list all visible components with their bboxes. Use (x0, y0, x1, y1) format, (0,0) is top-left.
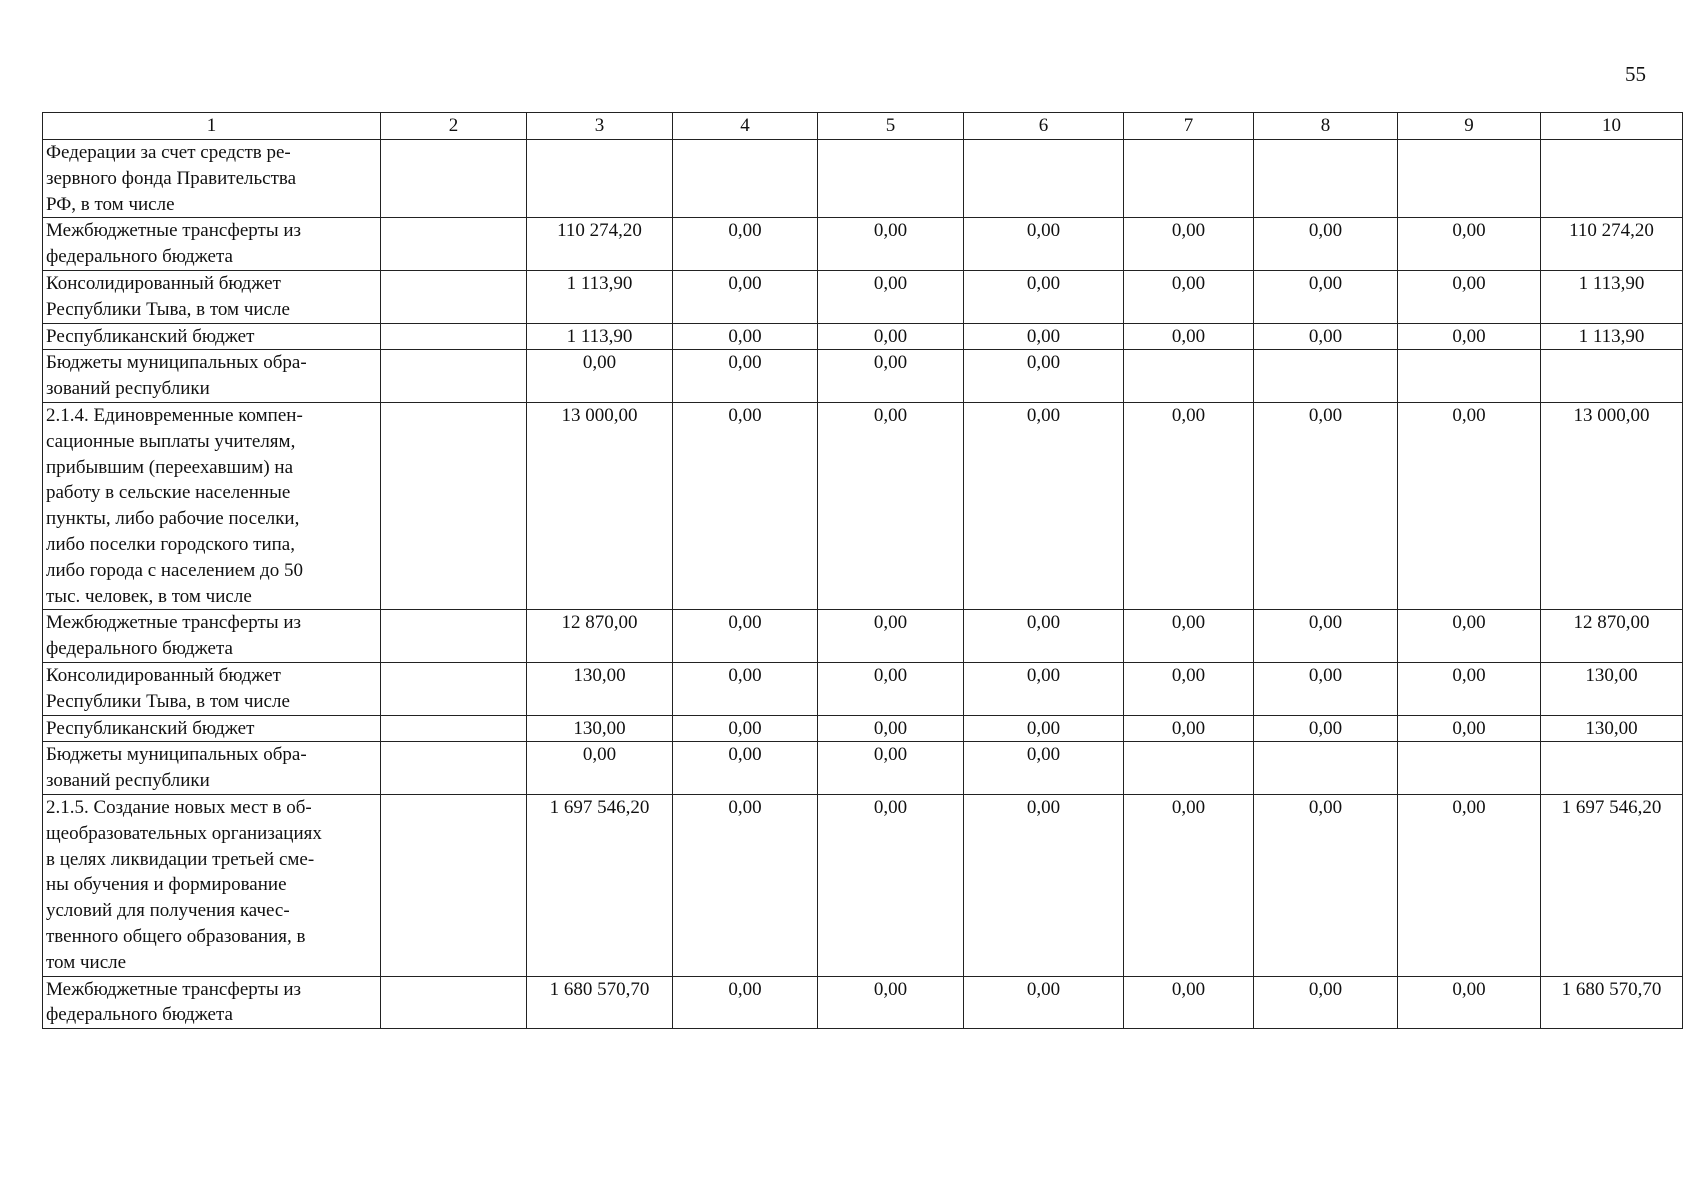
value-cell (381, 610, 527, 663)
value-cell: 1 113,90 (527, 270, 673, 323)
description-line: зований республики (46, 770, 210, 792)
column-header: 6 (964, 113, 1124, 140)
description-line: прибывшим (переехавшим) на (46, 456, 294, 478)
value-cell (1398, 350, 1541, 403)
value-cell: 1 113,90 (1541, 323, 1683, 350)
value-cell: 0,00 (964, 794, 1124, 976)
table-row (43, 270, 1683, 323)
value-cell: 0,00 (673, 742, 818, 795)
value-cell (1124, 742, 1254, 795)
value-cell (381, 742, 527, 795)
row-description (43, 715, 381, 742)
value-cell: 0,00 (818, 350, 964, 403)
value-cell: 0,00 (1124, 218, 1254, 271)
value-cell: 0,00 (1124, 402, 1254, 609)
value-cell: 130,00 (527, 662, 673, 715)
value-cell: 0,00 (964, 270, 1124, 323)
description-line: Республиканский бюджет (46, 717, 255, 739)
value-cell: 0,00 (1124, 610, 1254, 663)
table-row (43, 794, 1683, 976)
description-line: зований республики (46, 378, 210, 400)
value-cell: 0,00 (818, 218, 964, 271)
value-cell: 0,00 (1254, 323, 1398, 350)
table-row (43, 140, 1683, 218)
description-line: твенного общего образования, в (46, 925, 306, 947)
description-line: Бюджеты муниципальных обра- (46, 744, 307, 766)
value-cell (381, 794, 527, 976)
description-line: зервного фонда Правительства (46, 167, 297, 189)
table-row (43, 350, 1683, 403)
value-cell: 0,00 (818, 715, 964, 742)
column-header: 8 (1254, 113, 1398, 140)
column-header: 2 (381, 113, 527, 140)
value-cell: 0,00 (673, 270, 818, 323)
value-cell (818, 140, 964, 218)
value-cell (1398, 140, 1541, 218)
column-header: 1 (43, 113, 381, 140)
value-cell: 0,00 (1254, 794, 1398, 976)
value-cell: 130,00 (527, 715, 673, 742)
row-description (43, 323, 381, 350)
value-cell: 1 697 546,20 (1541, 794, 1683, 976)
column-header: 5 (818, 113, 964, 140)
value-cell: 0,00 (673, 323, 818, 350)
value-cell (1541, 742, 1683, 795)
value-cell: 0,00 (964, 402, 1124, 609)
value-cell: 0,00 (818, 662, 964, 715)
table-row (43, 715, 1683, 742)
value-cell: 0,00 (964, 715, 1124, 742)
column-header: 10 (1541, 113, 1683, 140)
description-line: федерального бюджета (46, 246, 233, 268)
description-line: федерального бюджета (46, 1004, 233, 1026)
row-description (43, 976, 381, 1029)
value-cell: 0,00 (964, 976, 1124, 1029)
value-cell: 0,00 (673, 662, 818, 715)
value-cell: 0,00 (673, 610, 818, 663)
budget-table (42, 112, 1683, 1029)
value-cell: 0,00 (1398, 218, 1541, 271)
value-cell: 0,00 (1124, 323, 1254, 350)
description-line: либо поселки городского типа, (46, 533, 295, 555)
value-cell (1124, 350, 1254, 403)
description-line: условий для получения качес- (46, 900, 290, 922)
value-cell: 0,00 (1398, 402, 1541, 609)
value-cell (1254, 350, 1398, 403)
value-cell: 0,00 (818, 610, 964, 663)
description-line: сационные выплаты учителям, (46, 430, 296, 452)
value-cell: 0,00 (964, 610, 1124, 663)
value-cell: 110 274,20 (527, 218, 673, 271)
value-cell: 1 680 570,70 (1541, 976, 1683, 1029)
row-description (43, 794, 381, 976)
value-cell: 0,00 (1124, 976, 1254, 1029)
value-cell: 0,00 (1398, 715, 1541, 742)
value-cell: 0,00 (673, 976, 818, 1029)
value-cell: 0,00 (1254, 270, 1398, 323)
value-cell: 0,00 (1124, 715, 1254, 742)
value-cell: 0,00 (1398, 323, 1541, 350)
description-line: Республиканский бюджет (46, 325, 255, 347)
value-cell: 0,00 (527, 350, 673, 403)
description-line: либо города с населением до 50 (46, 559, 303, 581)
value-cell (381, 715, 527, 742)
value-cell: 1 680 570,70 (527, 976, 673, 1029)
value-cell: 0,00 (964, 350, 1124, 403)
description-line: Консолидированный бюджет (46, 664, 281, 686)
column-header: 4 (673, 113, 818, 140)
value-cell: 1 113,90 (1541, 270, 1683, 323)
value-cell: 0,00 (818, 402, 964, 609)
column-header: 7 (1124, 113, 1254, 140)
value-cell: 110 274,20 (1541, 218, 1683, 271)
value-cell: 12 870,00 (527, 610, 673, 663)
row-description (43, 140, 381, 218)
description-line: Бюджеты муниципальных обра- (46, 352, 307, 374)
value-cell: 0,00 (1254, 662, 1398, 715)
column-header: 9 (1398, 113, 1541, 140)
row-description (43, 218, 381, 271)
value-cell: 0,00 (1254, 218, 1398, 271)
value-cell (381, 140, 527, 218)
description-line: в целях ликвидации третьей сме- (46, 848, 315, 870)
value-cell: 0,00 (673, 715, 818, 742)
value-cell: 0,00 (1398, 794, 1541, 976)
page-number: 55 (1625, 62, 1646, 86)
description-line: 2.1.4. Единовременные компен- (46, 404, 303, 426)
value-cell (673, 140, 818, 218)
value-cell: 0,00 (527, 742, 673, 795)
value-cell: 130,00 (1541, 662, 1683, 715)
row-description (43, 662, 381, 715)
table-row (43, 323, 1683, 350)
value-cell: 0,00 (1398, 976, 1541, 1029)
row-description (43, 350, 381, 403)
description-line: работу в сельские населенные (46, 482, 291, 504)
description-line: Межбюджетные трансферты из (46, 612, 302, 634)
value-cell: 0,00 (673, 402, 818, 609)
value-cell: 13 000,00 (1541, 402, 1683, 609)
value-cell: 0,00 (1254, 976, 1398, 1029)
value-cell: 0,00 (964, 323, 1124, 350)
value-cell (381, 662, 527, 715)
table-row (43, 662, 1683, 715)
value-cell (1254, 140, 1398, 218)
description-line: Республики Тыва, в том числе (46, 690, 290, 712)
value-cell: 0,00 (964, 218, 1124, 271)
value-cell: 0,00 (818, 794, 964, 976)
value-cell: 0,00 (964, 662, 1124, 715)
description-line: тыс. человек, в том числе (46, 585, 252, 607)
table-row (43, 218, 1683, 271)
value-cell: 0,00 (964, 742, 1124, 795)
value-cell (1398, 742, 1541, 795)
value-cell (1541, 140, 1683, 218)
value-cell: 0,00 (673, 218, 818, 271)
value-cell (1254, 742, 1398, 795)
row-description (43, 270, 381, 323)
description-line: Федерации за счет средств ре- (46, 142, 291, 163)
value-cell: 130,00 (1541, 715, 1683, 742)
value-cell: 0,00 (1124, 270, 1254, 323)
column-number-row (43, 113, 1683, 140)
value-cell (381, 270, 527, 323)
value-cell (1124, 140, 1254, 218)
description-line: том числе (46, 951, 127, 973)
value-cell: 0,00 (818, 323, 964, 350)
value-cell: 1 697 546,20 (527, 794, 673, 976)
value-cell: 0,00 (673, 794, 818, 976)
value-cell: 0,00 (1398, 662, 1541, 715)
value-cell: 0,00 (1398, 610, 1541, 663)
table-row (43, 402, 1683, 609)
description-line: Консолидированный бюджет (46, 272, 281, 294)
value-cell (381, 218, 527, 271)
description-line: Республики Тыва, в том числе (46, 298, 290, 320)
value-cell: 13 000,00 (527, 402, 673, 609)
value-cell (381, 323, 527, 350)
row-description (43, 402, 381, 609)
value-cell (381, 350, 527, 403)
description-line: федерального бюджета (46, 638, 233, 660)
description-line: РФ, в том числе (46, 193, 175, 215)
value-cell (527, 140, 673, 218)
description-line: Межбюджетные трансферты из (46, 220, 302, 242)
value-cell: 0,00 (818, 976, 964, 1029)
value-cell (381, 976, 527, 1029)
value-cell (1541, 350, 1683, 403)
value-cell: 1 113,90 (527, 323, 673, 350)
value-cell: 0,00 (818, 270, 964, 323)
row-description (43, 610, 381, 663)
value-cell: 0,00 (1254, 610, 1398, 663)
value-cell: 0,00 (1254, 402, 1398, 609)
value-cell: 0,00 (818, 742, 964, 795)
table-row (43, 976, 1683, 1029)
table-row (43, 610, 1683, 663)
value-cell: 0,00 (1124, 794, 1254, 976)
value-cell: 0,00 (1124, 662, 1254, 715)
description-line: Межбюджетные трансферты из (46, 978, 302, 1000)
table-row (43, 742, 1683, 795)
description-line: щеобразовательных организациях (46, 822, 322, 844)
value-cell (381, 402, 527, 609)
value-cell (964, 140, 1124, 218)
value-cell: 0,00 (673, 350, 818, 403)
column-header: 3 (527, 113, 673, 140)
description-line: 2.1.5. Создание новых мест в об- (46, 796, 312, 818)
value-cell: 12 870,00 (1541, 610, 1683, 663)
value-cell: 0,00 (1254, 715, 1398, 742)
value-cell: 0,00 (1398, 270, 1541, 323)
row-description (43, 742, 381, 795)
description-line: пункты, либо рабочие поселки, (46, 508, 300, 530)
description-line: ны обучения и формирование (46, 874, 287, 896)
